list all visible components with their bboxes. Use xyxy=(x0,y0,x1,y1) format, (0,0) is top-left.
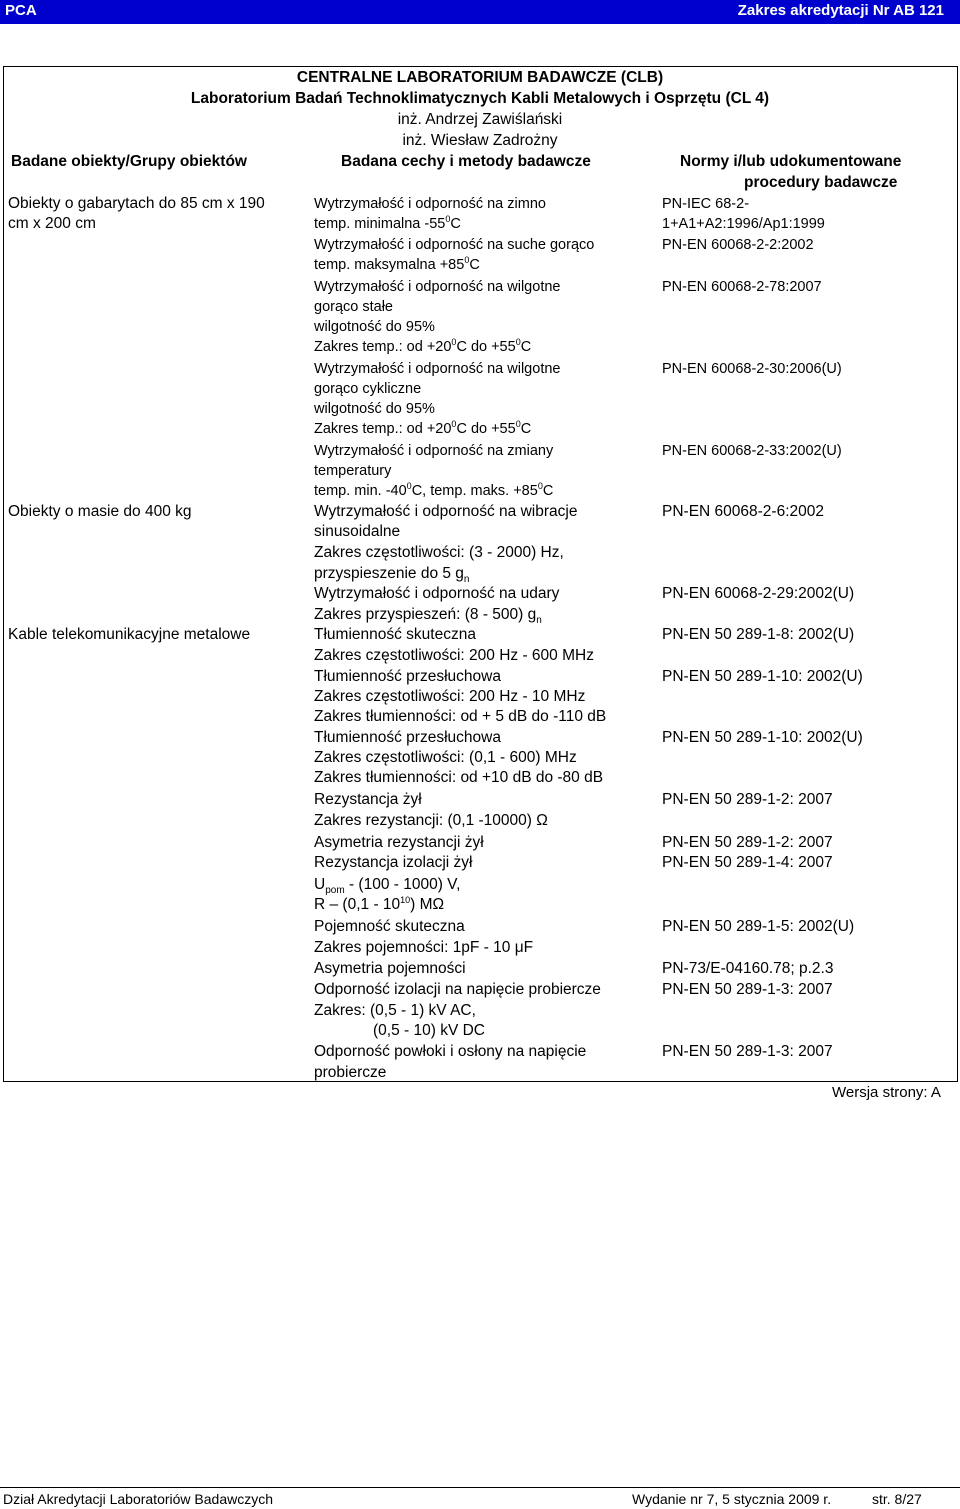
norm-damp-heat-steady: PN-EN 60068-2-78:2007 xyxy=(662,279,822,295)
norm-cold: PN-IEC 68-2- xyxy=(662,196,750,212)
method-vibration-2: sinusoidalne xyxy=(314,523,401,540)
page-version: Wersja strony: A xyxy=(832,1084,941,1101)
norm-crosstalk: PN-EN 50 289-1-10: 2002(U) xyxy=(662,668,863,685)
method-dry-heat: Wytrzymałość i odporność na suche gorąco xyxy=(314,237,595,253)
footer-department: Dział Akredytacji Laboratoriów Badawczych xyxy=(3,1491,274,1507)
norm-resistance-unbalance: PN-EN 50 289-1-2: 2007 xyxy=(662,834,833,851)
method-sheath-voltage: Odporność powłoki i osłony na napięcie xyxy=(314,1043,587,1060)
method-resistance-unbalance: Asymetria rezystancji żył xyxy=(314,834,484,851)
method-insulation-resistance-2: $U_{pom} - (100 - 1000)$ V, xyxy=(314,876,461,897)
method-crosstalk-2: Zakres częstotliwości: 200 Hz - 10 MHz xyxy=(314,688,586,705)
norm-dielectric: PN-EN 50 289-1-3: 2007 xyxy=(662,981,833,998)
method-insulation-resistance: Rezystancja izolacji żył xyxy=(314,854,473,871)
method-crosstalk-b: Tłumienność przesłuchowa xyxy=(314,729,501,746)
object-dimensions-cont: cm x 200 cm xyxy=(8,215,96,232)
method-sheath-voltage-2: probiercze xyxy=(314,1064,387,1081)
method-crosstalk-b-2: Zakres częstotliwości: (0,1 - 600) MHz xyxy=(314,749,577,766)
method-capacitance: Pojemność skuteczna xyxy=(314,918,465,935)
method-dielectric-3: (0,5 - 10) kV DC xyxy=(373,1022,485,1039)
method-damp-heat-steady-2: gorąco stałe xyxy=(314,299,393,315)
method-crosstalk-3: Zakres tłumienności: od + 5 dB do -110 dB xyxy=(314,708,607,725)
method-capacitance-2: Zakres pojemności: 1pF - 10 μF xyxy=(314,939,534,956)
column-header-objects: Badane obiekty/Grupy obiektów xyxy=(11,153,247,170)
method-resistance-2: Zakres rezystancji: (0,1 -10000) Ω xyxy=(314,812,548,829)
method-dielectric-2: Zakres: (0,5 - 1) kV AC, xyxy=(314,1002,476,1019)
column-header-norms: Normy i/lub udokumentowane xyxy=(680,153,902,170)
norm-crosstalk-b: PN-EN 50 289-1-10: 2002(U) xyxy=(662,729,863,746)
person-1: inż. Andrzej Zawiślański xyxy=(397,111,563,128)
method-cold-detail: temp. minimalna $-55^0C$ xyxy=(314,214,461,232)
method-temp-change-3: temp. min. $-40^0C$, temp. maks. $+85^0C$ xyxy=(314,481,554,499)
norm-cold-cont: 1+A1+A2:1996/Ap1:1999 xyxy=(662,216,825,232)
norm-capacitance: PN-EN 50 289-1-5: 2002(U) xyxy=(662,918,855,935)
norm-sheath-voltage: PN-EN 50 289-1-3: 2007 xyxy=(662,1043,833,1060)
top-bar xyxy=(0,0,960,24)
method-dielectric: Odporność izolacji na napięcie probiercze xyxy=(314,981,601,998)
lab-name: CENTRALNE LABORATORIUM BADAWCZE (CLB) xyxy=(296,69,664,86)
object-mass: Obiekty o masie do 400 kg xyxy=(8,503,192,520)
method-crosstalk-b-3: Zakres tłumienności: od +10 dB do -80 dB xyxy=(314,769,604,786)
footer-page-number: str. 8/27 xyxy=(872,1491,922,1507)
method-vibration-3: Zakres częstotliwości: (3 - 2000) Hz, xyxy=(314,544,564,561)
method-damp-heat-steady-4: Zakres temp.: od $+20^0C$ do $+55^0C$ xyxy=(314,337,532,355)
object-dimensions: Obiekty o gabarytach do 85 cm x 190 xyxy=(8,195,265,212)
column-header-methods: Badana cechy i metody badawcze xyxy=(341,153,591,170)
document-title: Zakres akredytacji Nr AB 121 xyxy=(737,2,944,19)
column-header-norms-2: procedury badawcze xyxy=(744,174,898,191)
method-attenuation: Tłumienność skuteczna xyxy=(314,626,476,643)
method-shock-2: Zakres przyspieszeń: (8 - 500) $g_n$ xyxy=(314,606,542,627)
norm-shock: PN-EN 60068-2-29:2002(U) xyxy=(662,585,855,602)
method-temp-change: Wytrzymałość i odporność na zmiany xyxy=(314,443,554,459)
footer xyxy=(0,1487,960,1509)
method-damp-heat-cyclic-4: Zakres temp.: od $+20^0C$ do $+55^0C$ xyxy=(314,419,532,437)
norm-vibration: PN-EN 60068-2-6:2002 xyxy=(662,503,824,520)
method-damp-heat-steady-3: wilgotność do 95% xyxy=(314,319,435,335)
method-cold: Wytrzymałość i odporność na zimno xyxy=(314,196,546,212)
sub-lab-name: Laboratorium Badań Technoklimatycznych Kabli Metalowych i Osprzętu (CL 4) xyxy=(190,90,770,107)
method-vibration-4: przyspieszenie do 5 $g_n$ xyxy=(314,565,470,586)
norm-capacitance-unbalance: PN-73/E-04160.78; p.2.3 xyxy=(662,960,834,977)
norm-attenuation: PN-EN 50 289-1-8: 2002(U) xyxy=(662,626,855,643)
method-dry-heat-detail: temp. maksymalna $+85^0C$ xyxy=(314,255,480,273)
norm-dry-heat: PN-EN 60068-2-2:2002 xyxy=(662,237,814,253)
method-crosstalk: Tłumienność przesłuchowa xyxy=(314,668,501,685)
method-damp-heat-steady: Wytrzymałość i odporność na wilgotne xyxy=(314,279,561,295)
norm-resistance: PN-EN 50 289-1-2: 2007 xyxy=(662,791,833,808)
method-temp-change-2: temperatury xyxy=(314,463,392,479)
organization-label: PCA xyxy=(5,2,37,19)
method-damp-heat-cyclic: Wytrzymałość i odporność na wilgotne xyxy=(314,361,561,377)
person-2: inż. Wiesław Zadrożny xyxy=(402,132,558,149)
object-cables: Kable telekomunikacyjne metalowe xyxy=(8,626,251,643)
method-damp-heat-cyclic-2: gorąco cykliczne xyxy=(314,381,422,397)
norm-insulation-resistance: PN-EN 50 289-1-4: 2007 xyxy=(662,854,833,871)
method-resistance: Rezystancja żył xyxy=(314,791,422,808)
norm-damp-heat-cyclic: PN-EN 60068-2-30:2006(U) xyxy=(662,361,842,377)
method-vibration: Wytrzymałość i odporność na wibracje xyxy=(314,503,578,520)
norm-temp-change: PN-EN 60068-2-33:2002(U) xyxy=(662,443,842,459)
footer-edition: Wydanie nr 7, 5 stycznia 2009 r. xyxy=(632,1491,832,1507)
method-attenuation-2: Zakres częstotliwości: 200 Hz - 600 MHz xyxy=(314,647,594,664)
method-insulation-resistance-3: R – $(0,1 - 10^{10})$ MΩ xyxy=(314,894,445,913)
method-shock: Wytrzymałość i odporność na udary xyxy=(314,585,560,602)
method-capacitance-unbalance: Asymetria pojemności xyxy=(314,960,466,977)
method-damp-heat-cyclic-3: wilgotność do 95% xyxy=(314,401,435,417)
